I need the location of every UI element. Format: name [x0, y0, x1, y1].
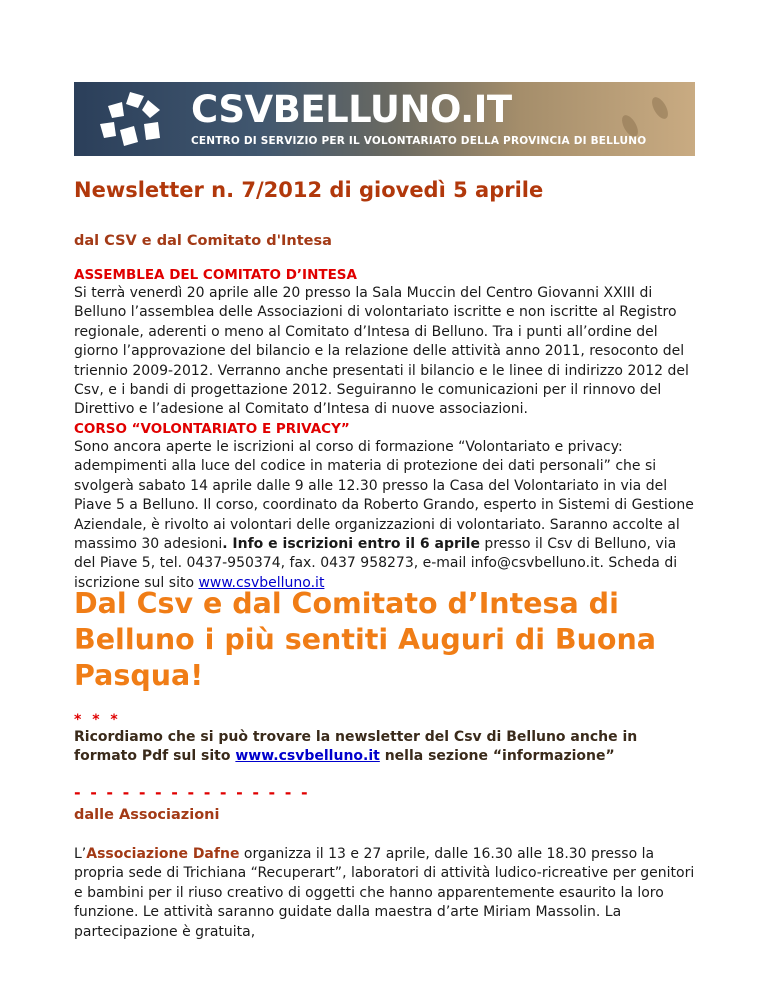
section-heading-associazioni: dalle Associazioni [74, 807, 220, 823]
corso-text: Sono ancora aperte le iscrizioni al corso di formazione “Volontariato e privacy: adempimenti alla luce del codice in materia di protezione dei dati personali” che si svolgerà sabato 14 aprile dalle 9 alle 12.30 presso la Casa del Volontariato in via del Piave 5 a Belluno. Il corso, coordinato da Roberto Grando, esperto in Sistemi di Gestione Aziendale, è rivolto ai volontari delle organizzazioni di volontariato. Saranno accolte al massimo 30 adesioni [74, 439, 694, 553]
corso-deadline: . Info e iscrizioni entro il 6 aprile [222, 536, 480, 553]
header-banner [74, 82, 695, 156]
dash-separator: - - - - - - - - - - - - - - - [74, 783, 310, 802]
reminder-section: nella sezione “informazione” [379, 748, 615, 765]
dafne-intro: L’ [74, 846, 87, 862]
pdf-reminder [74, 728, 700, 767]
item-body-dafne [74, 845, 700, 942]
reminder-text: Ricordiamo che si può trovare la newsletter del Csv di Belluno anche in formato Pdf sul sito [74, 729, 638, 765]
section-heading-csv: dal CSV e dal Comitato d'Intesa [74, 233, 332, 249]
item-title-corso: CORSO “VOLONTARIATO E PRIVACY” [74, 421, 350, 437]
brand-name: CSVBELLUNO.IT [191, 88, 512, 131]
dafne-text: organizza il 13 e 27 aprile, dalle 16.30 alle 18.30 presso la propria sede di Trichiana “Recuperart”, laboratori di attività ludico-ricreative per genitori e bambini per il riuso creativo di oggetti che hanno apparentemente esaurito la loro funzione. Le attività saranno guidate dalla maestra d’arte Miriam Massolin. La partecipazione è gratuita, [74, 846, 695, 940]
csv-website-link[interactable]: www.csvbelluno.it [198, 574, 325, 591]
corso-contacts: presso il Csv di Belluno, via del Piave 5, tel. 0437-950374, fax. 0437 958273, e-mail info@csvbelluno.it. Scheda di iscrizione sul sito [74, 536, 678, 591]
newsletter-title: Newsletter n. 7/2012 di giovedì 5 aprile [74, 178, 544, 202]
footprints-decoration [614, 92, 684, 142]
item-body-assemblea: Si terrà venerdì 20 aprile alle 20 presso la Sala Muccin del Centro Giovanni XXIII di Belluno l’assemblea delle Associazioni di volontariato iscritte e non iscritte al Registro regionale, aderenti o meno al Comitato d’Intesa di Belluno. Tra i punti all’ordine del giorno l’approvazione del bilancio e la relazione delle attività anno 2011, resoconto del triennio 2009-2012. Verranno anche presentati il bilancio e le linee di indirizzo 2012 del Csv, e i bandi di progettazione 2012. Seguiranno le comunicazioni per il rinnovo del Direttivo e l’adesione al Comitato d’Intesa di nuove associazioni. [74, 285, 689, 418]
csv-logo-icon [98, 90, 168, 148]
easter-greeting: Dal Csv e dal Comitato d’Intesa di Belluno i più sentiti Auguri di Buona Pasqua! [74, 587, 657, 692]
item-body-corso [74, 438, 700, 593]
stars-separator: * * * [74, 712, 121, 728]
dafne-org-name: Associazione Dafne [86, 846, 240, 862]
reminder-website-link[interactable]: www.csvbelluno.it [235, 748, 380, 765]
item-title-assemblea: ASSEMBLEA DEL COMITATO D’INTESA [74, 267, 357, 283]
brand-tagline: CENTRO DI SERVIZIO PER IL VOLONTARIATO DELLA PROVINCIA DI BELLUNO [191, 135, 647, 147]
